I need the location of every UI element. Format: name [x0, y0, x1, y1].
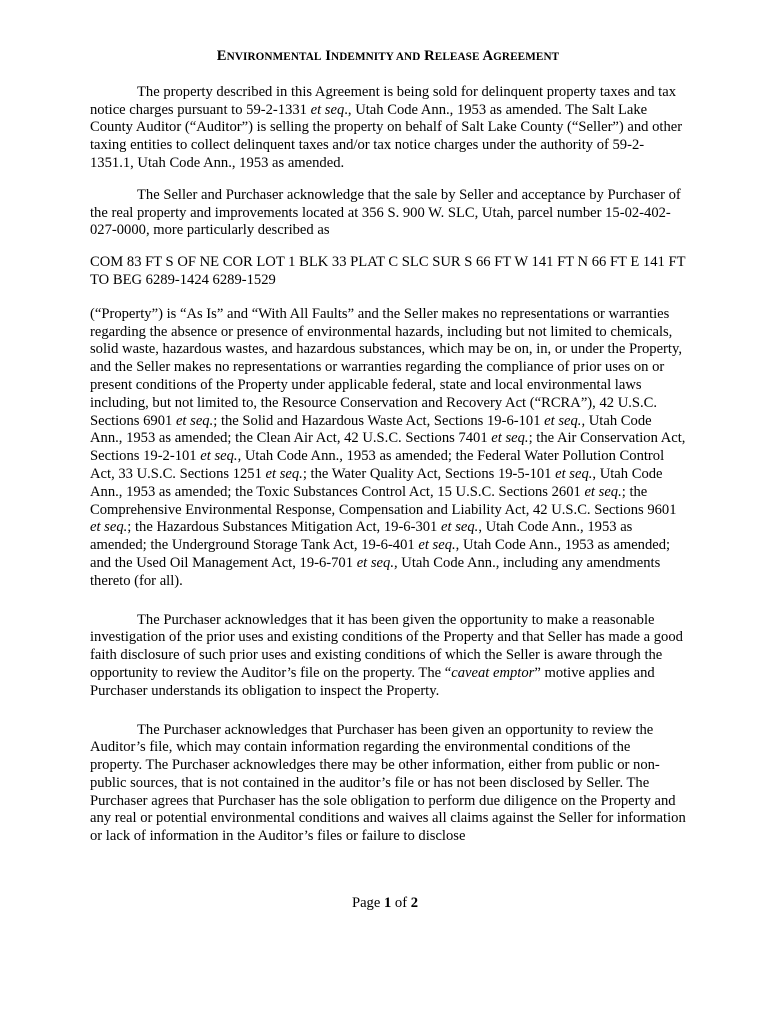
footer-page-number: 1	[383, 895, 392, 911]
document-title	[90, 48, 686, 67]
page-footer	[0, 895, 770, 913]
title-word-1: ENVIRONMENTAL	[216, 48, 322, 64]
document-page	[90, 48, 686, 846]
paragraph-as-is: (“Property”) is “As Is” and “With All Faults” and the Seller makes no representations or warranties regarding the absence or presence of environmental hazards, including but not limited to chemicals, solid waste, hazardous wastes, and hazardous substances, which may be on, in, or under the Property, and the Seller makes no representations or warranties regarding the compliance of prior uses on or present conditions of the Property under applicable federal, state and local environmental laws including, but not limited to, the Resource Conservation and Recovery Act (“RCRA”), 42 U.S.C. Sections 6901 et seq.; the Solid and Hazardous Waste Act, Sections 19-6-101 et seq., Utah Code Ann., 1953 as amended; the Clean Air Act, 42 U.S.C. Sections 7401 et seq.; the Air Conservation Act, Sections 19-2-101 et seq., Utah Code Ann., 1953 as amended; the Federal Water Pollution Control Act, 33 U.S.C. Sections 1251 et seq.; the Water Quality Act, Sections 19-5-101 et seq., Utah Code Ann., 1953 as amended; the Toxic Substances Control Act, 15 U.S.C. Sections 2601 et seq.; the Comprehensive Environmental Response, Compensation and Liability Act, 42 U.S.C. Sections 9601 et seq.; the Hazardous Substances Mitigation Act, 19-6-301 et seq., Utah Code Ann., 1953 as amended; the Underground Storage Tank Act, 19-6-401 et seq., Utah Code Ann., 1953 as amended; and the Used Oil Management Act, 19-6-701 et seq., Utah Code Ann., including any amendments thereto (for all).	[90, 305, 686, 589]
paragraph-sale-authority: The property described in this Agreement is being sold for delinquent property taxes and tax notice charges pursuant to 59-2-1331 et seq., Utah Code Ann., 1953 as amended. The Salt Lake County Auditor (“Auditor”) is selling the property on behalf of Salt Lake County (“Seller”) and other taxing entities to collect delinquent taxes and/or tax notice charges under the authority of 59-2-1351.1, Utah Code Ann., 1953 as amended.	[90, 83, 683, 171]
paragraph-investigation: The Purchaser acknowledges that it has been given the opportunity to make a reasonable investigation of the prior uses and existing conditions of the Property and that Seller has made a good faith disclosure of such prior uses and existing conditions of which the Seller is aware through the opportunity to review the Auditor’s file on the property. The “caveat emptor” motive applies and Purchaser understands its obligation to inspect the Property.	[90, 611, 683, 699]
footer-page-total: 2	[410, 895, 419, 911]
title-word-3: RELEASE	[424, 48, 480, 64]
paragraph-due-diligence: The Purchaser acknowledges that Purchaser has been given an opportunity to review the Auditor’s file, which may contain information regarding the environmental conditions of the property. The Purchaser acknowledges there may be other information, either from public or non-public sources, that is not contained in the auditor’s file or has not been disclosed by Seller. The Purchaser agrees that Purchaser has the sole obligation to perform due diligence on the Property and any real or potential environmental conditions and waives all claims against the Seller for information or lack of information in the Auditor’s files or failure to disclose	[90, 721, 686, 845]
title-word-4: AGREEMENT	[482, 48, 560, 64]
footer-prefix: Page	[351, 895, 384, 911]
legal-description: COM 83 FT S OF NE COR LOT 1 BLK 33 PLAT C SLC SUR S 66 FT W 141 FT N 66 FT E 141 FT TO BEG 6289-1424 6289-1529	[90, 254, 686, 288]
title-word-2: INDEMNITY AND	[325, 48, 421, 64]
paragraph-acknowledgement: The Seller and Purchaser acknowledge that the sale by Seller and acceptance by Purchaser of the real property and improvements located at 356 S. 900 W. SLC, Utah, parcel number 15-02-402-027-0000, more particularly described as	[90, 186, 681, 239]
footer-of: of	[391, 895, 411, 911]
